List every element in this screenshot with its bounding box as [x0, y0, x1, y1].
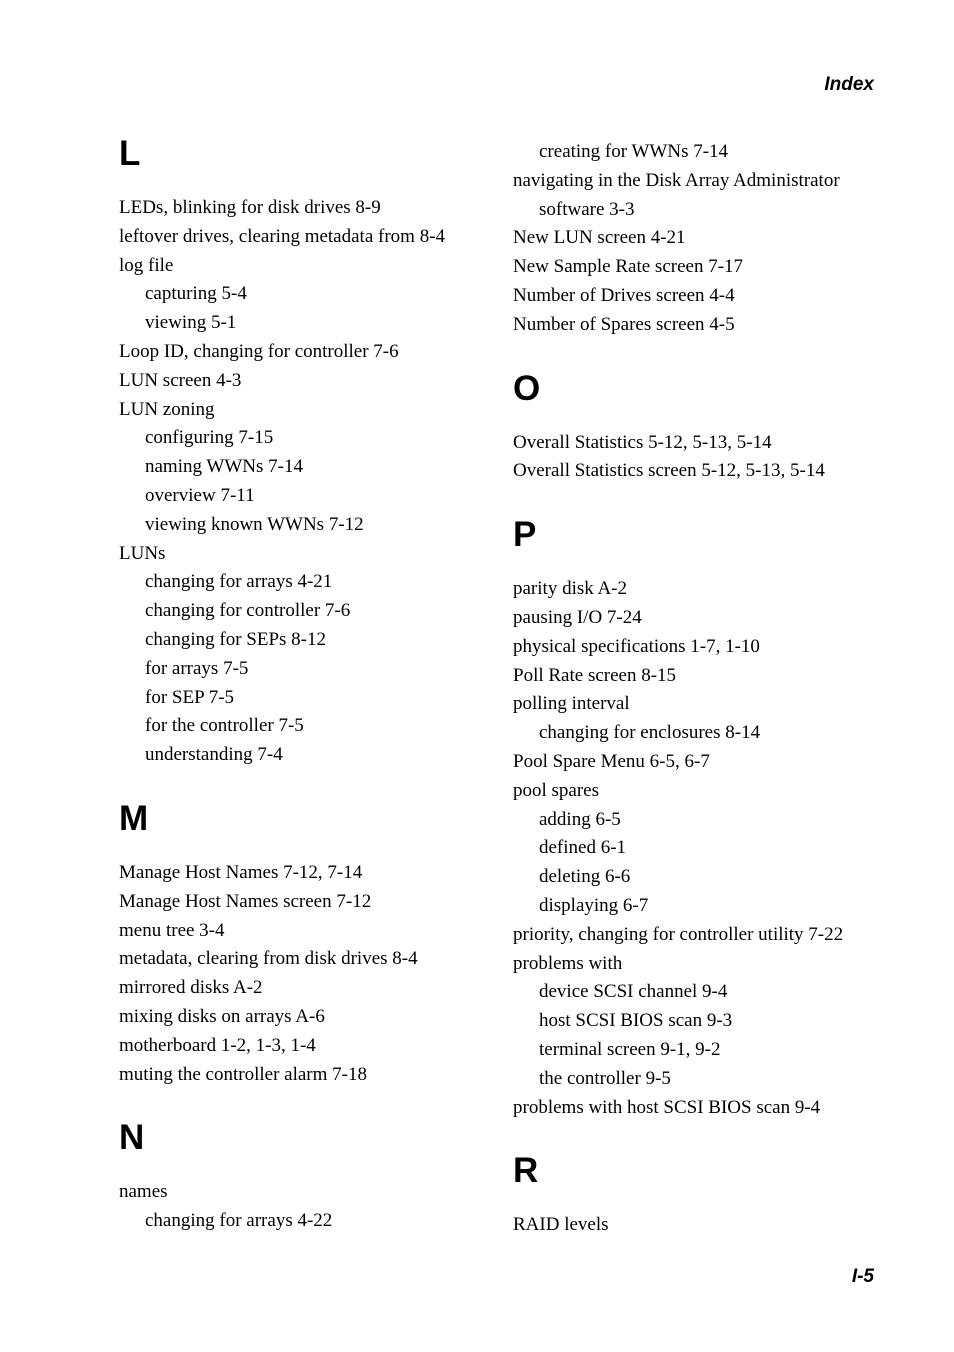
index-entry: mixing disks on arrays A-6	[119, 1005, 325, 1027]
index-entry: Number of Drives screen 4-4	[513, 284, 735, 306]
index-entry: LEDs, blinking for disk drives 8-9	[119, 197, 381, 218]
index-entry: RAID levels	[513, 1214, 609, 1236]
index-subentry: changing for arrays 4-21	[145, 571, 333, 593]
index-entry: problems with host SCSI BIOS scan 9-4	[513, 1096, 821, 1118]
index-entry: priority, changing for controller utility 7-22	[513, 923, 844, 945]
index-entry: Overall Statistics screen 5-12, 5-13, 5-14	[513, 460, 825, 482]
continued-entries	[513, 138, 883, 340]
index-entry: navigating in the Disk Array Administrator software 3-3	[513, 169, 840, 220]
index-subentry: defined 6-1	[539, 837, 627, 859]
index-entry: LUN zoning	[119, 398, 215, 420]
index-entry: Poll Rate screen 8-15	[513, 664, 677, 686]
index-subentry: understanding 7-4	[145, 744, 283, 766]
index-entry: parity disk A-2	[513, 578, 627, 600]
index-entry: motherboard 1-2, 1-3, 1-4	[119, 1034, 316, 1056]
index-entry: Loop ID, changing for controller 7-6	[119, 340, 399, 362]
index-entry: Overall Statistics 5-12, 5-13, 5-14	[513, 431, 772, 453]
index-entry: pool spares	[513, 779, 600, 801]
index-subentry: viewing 5-1	[145, 312, 237, 334]
index-section	[119, 1118, 489, 1236]
index-section	[513, 1151, 883, 1240]
index-section	[119, 134, 489, 770]
index-section	[513, 515, 883, 1122]
index-entry: metadata, clearing from disk drives 8-4	[119, 948, 418, 970]
index-entry: Manage Host Names screen 7-12	[119, 890, 372, 912]
index-subentry: for SEP 7-5	[145, 686, 235, 708]
index-entry: Number of Spares screen 4-5	[513, 313, 735, 335]
index-subentry: adding 6-5	[539, 808, 621, 830]
index-subentry: capturing 5-4	[145, 283, 247, 305]
section-letter-heading: O	[513, 368, 541, 408]
index-entry: LUNs	[119, 542, 166, 564]
index-subentry: changing for arrays 4-22	[145, 1210, 333, 1232]
index-entry: polling interval	[513, 693, 630, 715]
index-subentry: changing for controller 7-6	[145, 600, 351, 622]
index-subentry: overview 7-11	[145, 484, 255, 506]
index-entry: Pool Spare Menu 6-5, 6-7	[513, 750, 710, 772]
section-letter-heading: P	[513, 515, 537, 555]
index-subentry: naming WWNs 7-14	[145, 456, 303, 478]
section-letter-heading: L	[119, 134, 141, 173]
index-entry: log file	[119, 254, 174, 276]
page-number: I-5	[851, 1266, 874, 1287]
index-entry: leftover drives, clearing metadata from 8-4	[119, 225, 446, 247]
index-subentry: for arrays 7-5	[145, 657, 249, 679]
index-entry: New LUN screen 4-21	[513, 227, 686, 249]
index-subentry: deleting 6-6	[539, 866, 631, 888]
index-subentry: viewing known WWNs 7-12	[145, 513, 364, 535]
section-letter-heading: N	[119, 1118, 145, 1158]
index-subentry: for the controller 7-5	[145, 715, 304, 737]
index-entry: physical specifications 1-7, 1-10	[513, 635, 760, 657]
section-letter-heading: R	[513, 1151, 539, 1191]
index-subentry: host SCSI BIOS scan 9-3	[539, 1010, 733, 1032]
index-subentry: the controller 9-5	[539, 1067, 671, 1089]
index-entry: names	[119, 1181, 168, 1203]
index-entry: menu tree 3-4	[119, 919, 225, 941]
index-entry: Manage Host Names 7-12, 7-14	[119, 861, 363, 883]
index-entry: muting the controller alarm 7-18	[119, 1063, 367, 1085]
index-subentry: changing for enclosures 8-14	[539, 722, 761, 744]
index-subentry: creating for WWNs 7-14	[539, 141, 729, 162]
index-entry: pausing I/O 7-24	[513, 606, 642, 628]
index-subentry: changing for SEPs 8-12	[145, 628, 327, 650]
index-entry: mirrored disks A-2	[119, 977, 263, 999]
index-column-left	[119, 134, 489, 1265]
index-subentry: displaying 6-7	[539, 894, 649, 916]
index-subentry: terminal screen 9-1, 9-2	[539, 1038, 721, 1060]
index-entry: New Sample Rate screen 7-17	[513, 256, 744, 278]
section-letter-heading: M	[119, 798, 149, 838]
index-entry: problems with	[513, 952, 623, 974]
index-section	[513, 369, 883, 487]
index-subentry: device SCSI channel 9-4	[539, 981, 728, 1003]
running-head: Index	[824, 74, 874, 95]
index-section	[119, 799, 489, 1089]
index-subentry: configuring 7-15	[145, 427, 274, 449]
index-entry: LUN screen 4-3	[119, 369, 242, 391]
index-column-right	[513, 138, 883, 1269]
